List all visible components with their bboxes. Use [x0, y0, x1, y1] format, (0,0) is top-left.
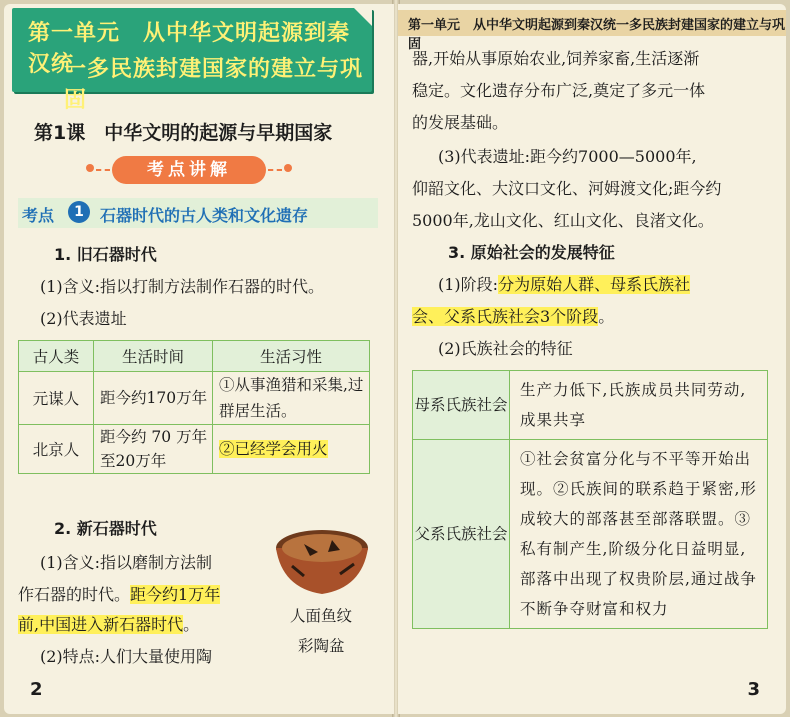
heading-old-stone-age: 1. 旧石器时代: [54, 245, 157, 264]
society-type: 母系氏族社会: [413, 371, 510, 440]
unit-title-line1: 第一单元 从中华文明起源到秦汉统: [28, 21, 351, 77]
paragraph-line: 器,开始从事原始农业,饲养家畜,生活逐渐: [412, 49, 700, 68]
decor-dash: [96, 169, 110, 173]
highlight-text: 分为原始人群、母系氏族社: [498, 275, 691, 294]
running-head: [398, 10, 786, 52]
table-header: 古人类: [19, 341, 94, 372]
kaodian-header: [18, 198, 378, 228]
stage-line-1: (1)阶段:分为原始人群、母系氏族社: [438, 275, 691, 294]
table-row: [19, 425, 370, 474]
unit-title-line2: 一多民族封建国家的建立与巩固: [64, 57, 364, 113]
table-row: [19, 372, 370, 425]
paragraph-line: 5000年,龙山文化、红山文化、良渚文化。: [412, 211, 714, 230]
decor-dot: [284, 164, 292, 172]
society-type: 父系氏族社会: [413, 440, 510, 629]
decor-dot: [86, 164, 94, 172]
clan-features-label: (2)氏族社会的特征: [438, 339, 573, 358]
stage-line-2: 会、父系氏族社会3个阶段。: [412, 307, 615, 326]
paragraph-line: 稳定。文化遗存分布广泛,奠定了多元一体: [412, 81, 706, 100]
image-caption-2: 彩陶盆: [298, 637, 345, 655]
paragraph-line: 仰韶文化、大汶口文化、河姆渡文化;距今约: [412, 179, 722, 198]
new-definition-a: (1)含义:指以磨制方法制: [40, 553, 213, 572]
kaodian-label: 考点: [22, 206, 55, 225]
society-feature: 生产力低下,氏族成员共同劳动,成果共享: [510, 371, 768, 440]
highlight-text: 会、父系氏族社会3个阶段: [412, 307, 599, 326]
image-caption-1: 人面鱼纹: [290, 607, 353, 625]
new-feature: (2)特点:人们大量使用陶: [40, 647, 213, 666]
painted-pottery-basin-image: [274, 526, 370, 598]
heading-new-stone-age: 2. 新石器时代: [54, 519, 157, 538]
page-number: 3: [747, 679, 760, 700]
society-feature: ①社会贫富分化与不平等开始出现。②氏族间的联系趋于紧密,形成较大的部落甚至部落联盟。③私有制产生,阶级分化日益明显,部落中出现了权贵阶层,通过战争不断争夺财富和权力: [510, 440, 768, 629]
table-header: 生活习性: [213, 341, 370, 372]
old-definition: (1)含义:指以打制方法制作石器的时代。: [40, 277, 325, 296]
old-sites: (2)代表遗址: [40, 309, 127, 328]
new-definition-c: 前,中国进入新石器时代。: [18, 615, 200, 634]
page-number: 2: [30, 679, 43, 700]
left-page: [4, 4, 394, 714]
living-time: 距今约 70 万年至20万年: [94, 425, 213, 474]
highlight-text: 距今约1万年: [130, 585, 221, 604]
table-row: [413, 440, 768, 629]
running-head-text: 第一单元 从中华文明起源到秦汉统一多民族封建国家的建立与巩固: [408, 18, 786, 52]
kaodian-title: 石器时代的古人类和文化遗存: [100, 206, 309, 225]
section-pill: 考点讲解: [112, 156, 266, 184]
right-page: [398, 4, 786, 714]
habit-1: ①从事渔猎和采集,过群居生活。: [213, 372, 370, 425]
table-header: 生活时间: [94, 341, 213, 372]
human-name: 北京人: [19, 425, 94, 474]
habit-2: ②已经学会用火: [219, 440, 328, 458]
highlight-text: 前,中国进入新石器时代: [18, 615, 184, 634]
living-time: 距今约170万年: [94, 372, 213, 425]
clan-society-table: [412, 370, 768, 629]
unit-banner: [12, 8, 372, 113]
paragraph-line: 的发展基础。: [412, 113, 509, 132]
new-definition-b: 作石器的时代。距今约1万年: [18, 585, 221, 604]
lesson-title: 第1课 中华文明的起源与早期国家: [34, 122, 333, 144]
paragraph-line: (3)代表遗址:距今约7000—5000年,: [438, 147, 697, 166]
kaodian-number-badge: 1: [68, 201, 90, 223]
heading-primitive-society: 3. 原始社会的发展特征: [448, 243, 615, 262]
decor-dash: [268, 169, 282, 173]
human-name: 元谋人: [19, 372, 94, 425]
table-row: [413, 371, 768, 440]
old-stone-age-table: [18, 340, 370, 474]
